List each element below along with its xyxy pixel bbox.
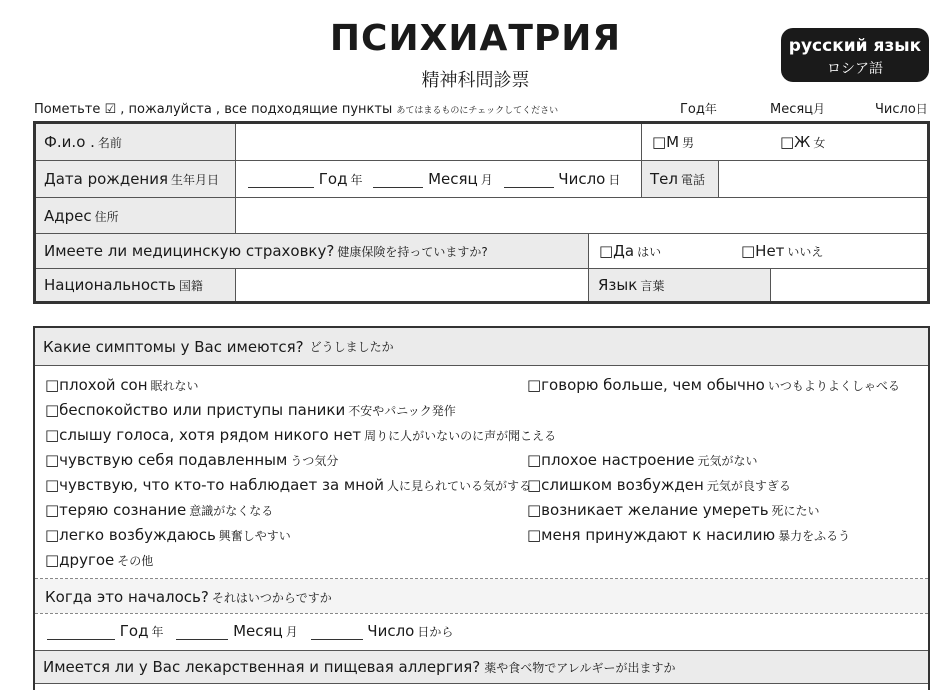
symptom-left-6-ru: □легко возбуждаюсь [45, 526, 216, 544]
symptom-left-1[interactable] [45, 401, 456, 419]
birth-day-label: Число [558, 170, 606, 188]
symptom-right-1-ru: □плохое настроение [527, 451, 695, 469]
symptom-left-0-ru: □плохой сон [45, 376, 148, 394]
top-date-day [875, 100, 928, 117]
insurance-label-jp: 健康保険を持っていますか? [337, 245, 488, 259]
symptom-right-3-jp: 死にたい [771, 504, 820, 518]
insurance-yes-label: □Да [599, 242, 635, 260]
language-badge-label: русский язык [788, 36, 922, 56]
symptom-left-4-jp: 人に見られている気がする [386, 479, 531, 493]
top-date-year-label: Год [680, 102, 705, 117]
top-date-month [770, 100, 825, 117]
symptom-right-0-jp: いつもよりよくしゃべる [767, 379, 900, 393]
symptom-left-7[interactable] [45, 551, 153, 569]
symptoms-header [35, 328, 928, 366]
insurance-label-text: Имеете ли медицинскую страховку? [44, 242, 335, 260]
allergy-question-jp: 薬や食べ物でアレルギーが出ますか [484, 660, 676, 675]
male-label: □М [652, 133, 680, 151]
onset-month-jp: 月 [285, 625, 298, 639]
top-date-day-label: Число [875, 102, 916, 117]
symptom-right-4-ru: □меня принуждают к насилию [527, 526, 776, 544]
onset-day-jp: 日から [417, 625, 454, 639]
birth-date-fields [248, 170, 620, 188]
insurance-label [44, 242, 488, 260]
top-date-month-jp: 月 [813, 102, 826, 116]
instruction-jp: あてはまるものにチェックしてください [396, 106, 559, 116]
symptom-left-5-jp: 意識がなくなる [189, 504, 274, 518]
symptom-left-3-ru: □чувствую себя подавленным [45, 451, 288, 469]
address-label-jp: 住所 [94, 210, 119, 224]
symptom-left-6-jp: 興奮しやすい [218, 529, 291, 543]
name-label-text: Ф.и.о . [44, 133, 95, 151]
insurance-yes-checkbox[interactable] [599, 242, 661, 260]
onset-year-label: Год [119, 622, 149, 640]
birth-label-jp: 生年月日 [171, 173, 220, 187]
instruction [34, 102, 558, 117]
name-label-jp: 名前 [97, 136, 122, 150]
symptom-left-2[interactable] [45, 426, 556, 444]
insurance-no-checkbox[interactable] [741, 242, 823, 260]
allergy-question [35, 650, 928, 684]
tel-field[interactable] [719, 161, 927, 198]
symptom-left-2-ru: □слышу голоса, хотя рядом никого нет [45, 426, 362, 444]
onset-year-jp: 年 [151, 625, 164, 639]
top-date-year-jp: 年 [704, 102, 717, 116]
symptom-right-1-jp: 元気がない [697, 454, 758, 468]
birth-month-input[interactable] [373, 187, 423, 188]
symptom-left-7-jp: その他 [117, 554, 154, 568]
language-label-text: Язык [598, 276, 638, 294]
insurance-no-jp: いいえ [787, 245, 824, 259]
tel-label-jp: 電話 [680, 173, 705, 187]
birth-year-input[interactable] [248, 187, 314, 188]
insurance-yes-jp: はい [637, 245, 662, 259]
nationality-label-jp: 国籍 [178, 279, 203, 293]
tel-label-text: Тел [650, 170, 678, 188]
onset-question [45, 588, 332, 606]
nationality-label-text: Национальность [44, 276, 176, 294]
birth-day-jp: 日 [608, 173, 621, 187]
birth-year-jp: 年 [350, 173, 363, 187]
page-subtitle: 精神科問診票 [421, 70, 530, 91]
address-label [44, 207, 119, 225]
top-date-year [680, 100, 717, 117]
female-jp: 女 [813, 136, 826, 150]
symptom-left-6[interactable] [45, 526, 291, 544]
symptom-right-0-ru: □говорю больше, чем обычно [527, 376, 765, 394]
symptom-left-5-ru: □теряю сознание [45, 501, 187, 519]
address-field[interactable] [236, 198, 927, 234]
symptom-right-4[interactable] [527, 526, 850, 544]
symptom-left-0-jp: 眠れない [150, 379, 199, 393]
symptom-right-2[interactable] [527, 476, 791, 494]
nationality-label [44, 276, 203, 294]
birth-label [44, 170, 219, 188]
symptom-left-7-ru: □другое [45, 551, 115, 569]
symptom-left-1-jp: 不安やパニック発作 [348, 404, 456, 418]
birth-day-input[interactable] [504, 187, 554, 188]
birth-month-label: Месяц [428, 170, 478, 188]
nationality-field[interactable] [236, 269, 589, 301]
symptom-right-0[interactable] [527, 376, 900, 394]
language-label [598, 276, 664, 294]
instruction-text: Пометьте ☑ , пожалуйста , все подходящие пункты [34, 102, 393, 117]
birth-month-jp: 月 [480, 173, 493, 187]
symptom-left-0[interactable] [45, 376, 199, 394]
symptom-right-2-jp: 元気が良すぎる [706, 479, 791, 493]
symptom-right-3-ru: □возникает желание умереть [527, 501, 769, 519]
birth-label-text: Дата рождения [44, 170, 168, 188]
symptoms-box [33, 326, 930, 690]
top-date-month-label: Месяц [770, 102, 814, 117]
symptom-left-4-ru: □чувствую, что кто-то наблюдает за мной [45, 476, 384, 494]
language-label-jp: 言葉 [640, 279, 665, 293]
language-field[interactable] [771, 269, 927, 301]
language-badge-jp: ロシア語 [827, 61, 883, 77]
tel-label [650, 170, 705, 188]
symptom-right-2-ru: □слишком возбужден [527, 476, 704, 494]
top-date-day-jp: 日 [915, 102, 928, 116]
symptom-left-3-jp: うつ気分 [290, 454, 339, 468]
allergy-question-text: Имеется ли у Вас лекарственная и пищевая аллергия? [43, 658, 481, 676]
onset-date-fields [47, 622, 453, 640]
name-field[interactable] [236, 124, 642, 161]
symptom-left-1-ru: □беспокойство или приступы паники [45, 401, 346, 419]
page-title: ПСИХИАТРИЯ [329, 18, 622, 59]
symptom-left-3[interactable] [45, 451, 338, 469]
symptom-right-3[interactable] [527, 501, 820, 519]
onset-year-input[interactable] [47, 639, 115, 640]
onset-month-input[interactable] [176, 639, 228, 640]
female-checkbox[interactable] [780, 133, 825, 151]
personal-info-box [33, 121, 930, 304]
symptom-left-2-jp: 周りに人がいないのに声が聞こえる [364, 429, 557, 443]
onset-day-input[interactable] [311, 639, 363, 640]
address-label-text: Адрес [44, 207, 92, 225]
language-badge [781, 28, 929, 82]
onset-question-jp: それはいつからですか [211, 591, 332, 605]
symptom-left-5[interactable] [45, 501, 273, 519]
symptom-right-4-jp: 暴力をふるう [778, 529, 851, 543]
symptoms-header-jp: どうしましたか [309, 340, 394, 354]
divider [35, 613, 928, 614]
symptom-left-4[interactable] [45, 476, 531, 494]
onset-question-text: Когда это началось? [45, 588, 209, 606]
male-jp: 男 [682, 136, 695, 150]
symptoms-header-text: Какие симптомы у Вас имеются? [43, 337, 304, 356]
female-label: □Ж [780, 133, 811, 151]
birth-year-label: Год [318, 170, 348, 188]
male-checkbox[interactable] [652, 133, 694, 151]
insurance-no-label: □Нет [741, 242, 785, 260]
onset-month-label: Месяц [233, 622, 283, 640]
symptom-right-1[interactable] [527, 451, 758, 469]
name-label [44, 133, 122, 151]
onset-day-label: Число [367, 622, 415, 640]
